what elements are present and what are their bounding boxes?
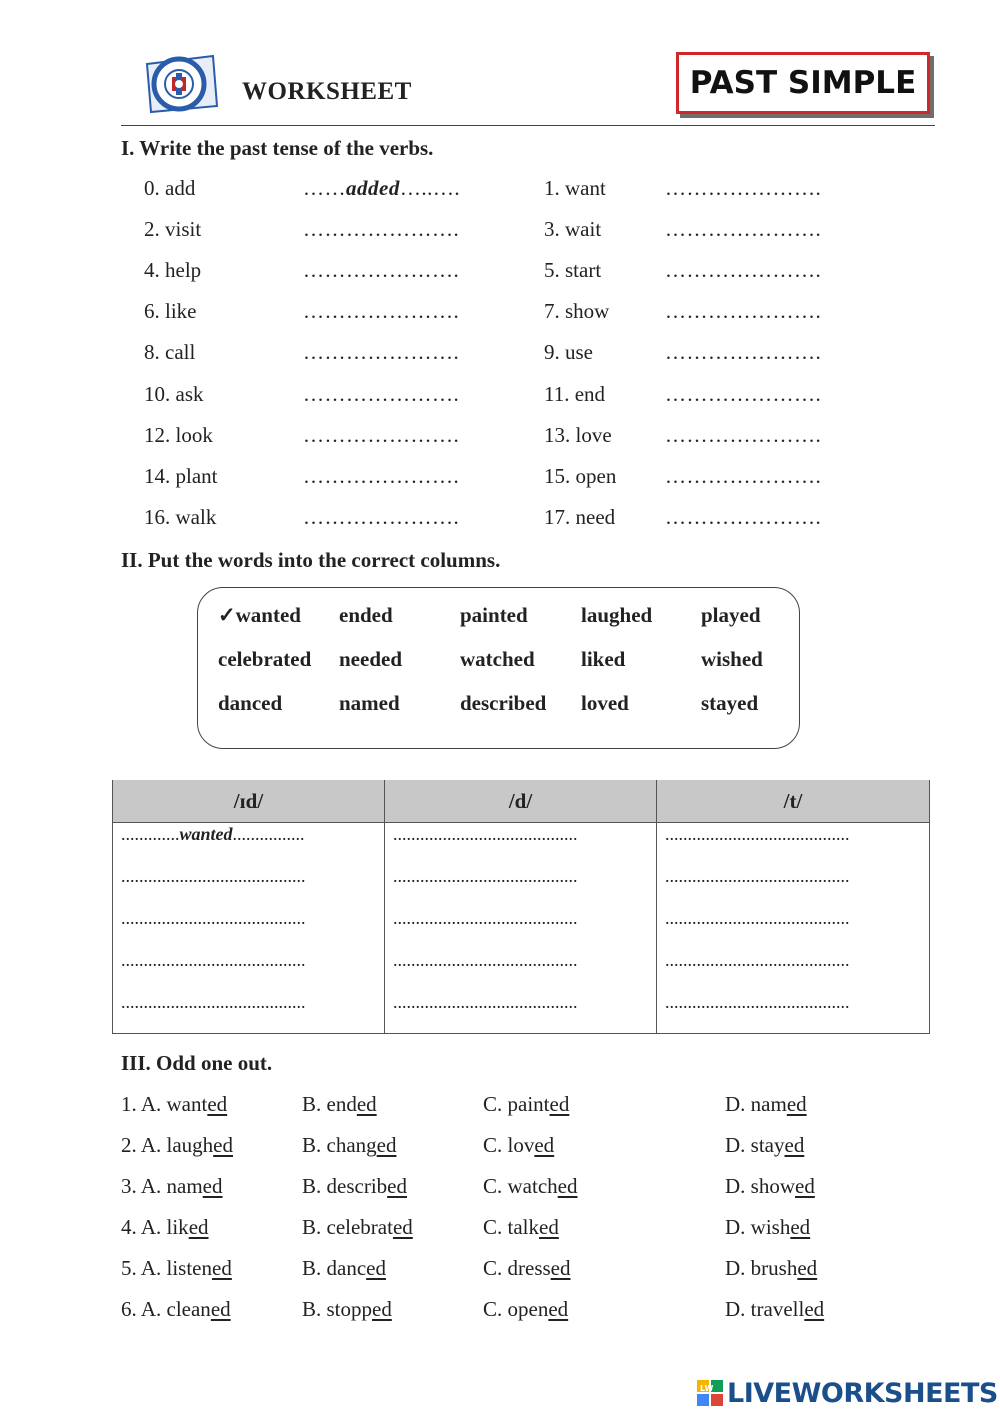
table-row <box>113 991 930 1034</box>
underlined-ending: ed <box>212 1256 232 1280</box>
verb-right: 13. love <box>544 422 612 447</box>
answer-field[interactable]: …………………. <box>665 340 822 365</box>
verb-left: 4. help <box>144 258 202 283</box>
table-cell-blank[interactable]: ......................................... <box>657 949 930 991</box>
word-bank-item[interactable]: celebrated <box>218 647 312 671</box>
word-bank-item[interactable]: loved <box>581 691 629 715</box>
word-bank-item[interactable]: played <box>701 603 761 627</box>
answer-field-example[interactable]: ……added…..…. <box>303 176 461 200</box>
answer-field[interactable]: …………………. <box>303 381 460 406</box>
answer-option[interactable]: 6. A. cleaned <box>121 1297 231 1321</box>
underlined-ending: ed <box>207 1092 228 1116</box>
word-bank-item[interactable]: wished <box>701 647 763 671</box>
verb-right: 7. show <box>544 299 610 324</box>
answer-field[interactable]: …………………. <box>303 217 460 242</box>
example-answer: wanted <box>179 824 233 844</box>
table-row <box>113 823 930 866</box>
word-bank-item[interactable]: liked <box>581 647 626 671</box>
answer-field[interactable]: …………………. <box>665 258 822 283</box>
answer-option[interactable]: B. danced <box>302 1256 386 1280</box>
verb-left: 16. walk <box>144 504 217 529</box>
answer-field[interactable]: …………………. <box>665 381 822 406</box>
table-cell-blank[interactable]: ......................................... <box>385 949 657 991</box>
worksheet-label: WORKSHEET <box>242 78 412 105</box>
answer-option[interactable]: D. named <box>725 1092 807 1116</box>
answer-option[interactable]: D. stayed <box>725 1133 805 1157</box>
table-cell-blank[interactable]: ......................................... <box>385 865 657 907</box>
underlined-ending: ed <box>539 1215 559 1239</box>
table-cell-blank[interactable]: ......................................... <box>113 865 385 907</box>
verb-right: 17. need <box>544 504 616 529</box>
verb-left: 6. like <box>144 299 197 324</box>
underlined-ending: ed <box>548 1297 569 1321</box>
table-row <box>113 865 930 907</box>
column-header-id: /ɪd/ <box>113 780 385 823</box>
word-bank-item[interactable]: described <box>460 691 547 715</box>
answer-option[interactable]: C. dressed <box>483 1256 571 1280</box>
table-cell-blank[interactable]: ......................................... <box>385 823 657 866</box>
word-bank-item[interactable]: laughed <box>581 603 653 627</box>
answer-field[interactable]: …………………. <box>303 463 460 488</box>
answer-option[interactable]: B. changed <box>302 1133 397 1157</box>
verb-right: 1. want <box>544 176 606 200</box>
answer-option[interactable]: B. described <box>302 1174 407 1198</box>
answer-field[interactable]: …………………. <box>303 299 460 324</box>
answer-option[interactable]: D. showed <box>725 1174 815 1198</box>
underlined-ending: ed <box>549 1092 570 1116</box>
answer-option[interactable]: 3. A. named <box>121 1174 223 1198</box>
table-cell-blank[interactable]: ......................................... <box>385 907 657 949</box>
answer-field[interactable]: …………………. <box>665 299 822 324</box>
table-cell-example[interactable]: .............wanted................ <box>113 823 385 866</box>
table-cell-blank[interactable]: ......................................... <box>385 991 657 1034</box>
column-header-t: /t/ <box>657 780 930 823</box>
table-cell-blank[interactable]: ......................................... <box>657 865 930 907</box>
answer-field[interactable]: …………………. <box>665 217 822 242</box>
word-text: wanted <box>235 603 301 627</box>
answer-option[interactable]: C. painted <box>483 1092 570 1116</box>
answer-field[interactable]: …………………. <box>665 463 822 488</box>
answer-field[interactable]: …………………. <box>303 504 460 529</box>
answer-field[interactable]: …………………. <box>303 422 460 447</box>
verb-left: 0. add <box>144 176 196 200</box>
answer-option[interactable]: C. loved <box>483 1133 555 1157</box>
liveworksheets-badge: LW <box>700 1384 714 1393</box>
school-logo <box>141 52 219 114</box>
answer-option[interactable]: B. ended <box>302 1092 377 1116</box>
underlined-ending: ed <box>392 1215 413 1239</box>
liveworksheets-brand: LIVEWORKSHEETS <box>727 1377 998 1409</box>
table-cell-blank[interactable]: ......................................... <box>657 823 930 866</box>
section1-title: I. Write the past tense of the verbs. <box>121 136 434 160</box>
table-cell-blank[interactable]: ......................................... <box>657 991 930 1034</box>
answer-field[interactable]: …………………. <box>303 340 460 365</box>
underlined-ending: ed <box>372 1297 392 1321</box>
header-divider <box>121 125 935 126</box>
table-cell-blank[interactable]: ......................................... <box>113 907 385 949</box>
underlined-ending: ed <box>210 1297 231 1321</box>
word-bank-item[interactable]: painted <box>460 603 528 627</box>
verb-right: 15. open <box>544 463 617 488</box>
underlined-ending: ed <box>550 1256 571 1280</box>
word-bank-item[interactable]: needed <box>339 647 402 671</box>
table-row <box>113 907 930 949</box>
word-bank-item[interactable]: named <box>339 691 400 715</box>
underlined-ending: ed <box>534 1133 555 1157</box>
verb-right: 3. wait <box>544 217 602 242</box>
answer-option[interactable]: C. opened <box>483 1297 569 1321</box>
answer-option[interactable]: C. watched <box>483 1174 578 1198</box>
answer-field[interactable]: …………………. <box>665 176 822 200</box>
answer-option[interactable]: D. brushed <box>725 1256 818 1280</box>
answer-option[interactable]: 5. A. listened <box>121 1256 232 1280</box>
answer-option[interactable]: 1. A. wanted <box>121 1092 228 1116</box>
table-cell-blank[interactable]: ......................................... <box>113 949 385 991</box>
answer-option[interactable]: B. celebrated <box>302 1215 413 1239</box>
verb-left: 14. plant <box>144 463 218 488</box>
underlined-ending: ed <box>804 1297 825 1321</box>
underlined-ending: ed <box>202 1174 223 1198</box>
word-bank-item[interactable]: ended <box>339 603 393 627</box>
verb-left: 12. look <box>144 422 213 447</box>
example-answer: added <box>346 176 400 200</box>
underlined-ending: ed <box>188 1215 209 1239</box>
liveworksheets-logo <box>697 1376 998 1410</box>
underlined-ending: ed <box>366 1256 386 1280</box>
answer-field[interactable]: …………………. <box>303 258 460 283</box>
answer-option[interactable]: B. stopped <box>302 1297 392 1321</box>
answer-field[interactable]: …………………. <box>665 422 822 447</box>
word-bank-item[interactable] <box>218 603 301 628</box>
verb-left: 8. call <box>144 340 196 365</box>
underlined-ending: ed <box>784 1133 805 1157</box>
verb-left: 10. ask <box>144 381 204 406</box>
word-bank-item[interactable]: stayed <box>701 691 759 715</box>
word-bank-item[interactable]: danced <box>218 691 283 715</box>
table-cell-blank[interactable]: ......................................... <box>657 907 930 949</box>
underlined-ending: ed <box>387 1174 407 1198</box>
word-bank-item[interactable]: watched <box>460 647 535 671</box>
answer-field[interactable]: …………………. <box>665 504 822 529</box>
table-cell-blank[interactable]: ......................................... <box>113 991 385 1034</box>
topic-badge: PAST SIMPLE <box>676 52 930 114</box>
verb-right: 5. start <box>544 258 602 283</box>
underlined-ending: ed <box>557 1174 578 1198</box>
answer-option[interactable]: D. travelled <box>725 1297 825 1321</box>
section2-title: II. Put the words into the correct columns. <box>121 548 501 572</box>
table-row <box>113 949 930 991</box>
underlined-ending: ed <box>356 1092 377 1116</box>
answer-option[interactable]: D. wished <box>725 1215 811 1239</box>
verb-left: 2. visit <box>144 217 202 242</box>
checkmark-icon: ✓ <box>218 603 236 627</box>
underlined-ending: ed <box>786 1092 807 1116</box>
underlined-ending: ed <box>213 1133 233 1157</box>
answer-option[interactable]: 4. A. liked <box>121 1215 209 1239</box>
section3-title: III. Odd one out. <box>121 1051 273 1075</box>
answer-option[interactable]: 2. A. laughed <box>121 1133 233 1157</box>
underlined-ending: ed <box>790 1215 811 1239</box>
underlined-ending: ed <box>795 1174 815 1198</box>
column-header-d: /d/ <box>385 780 657 823</box>
underlined-ending: ed <box>797 1256 818 1280</box>
verb-right: 11. end <box>544 381 606 406</box>
underlined-ending: ed <box>376 1133 397 1157</box>
answer-option[interactable]: C. talked <box>483 1215 559 1239</box>
sound-columns-table <box>112 780 930 1034</box>
verb-right: 9. use <box>544 340 593 365</box>
